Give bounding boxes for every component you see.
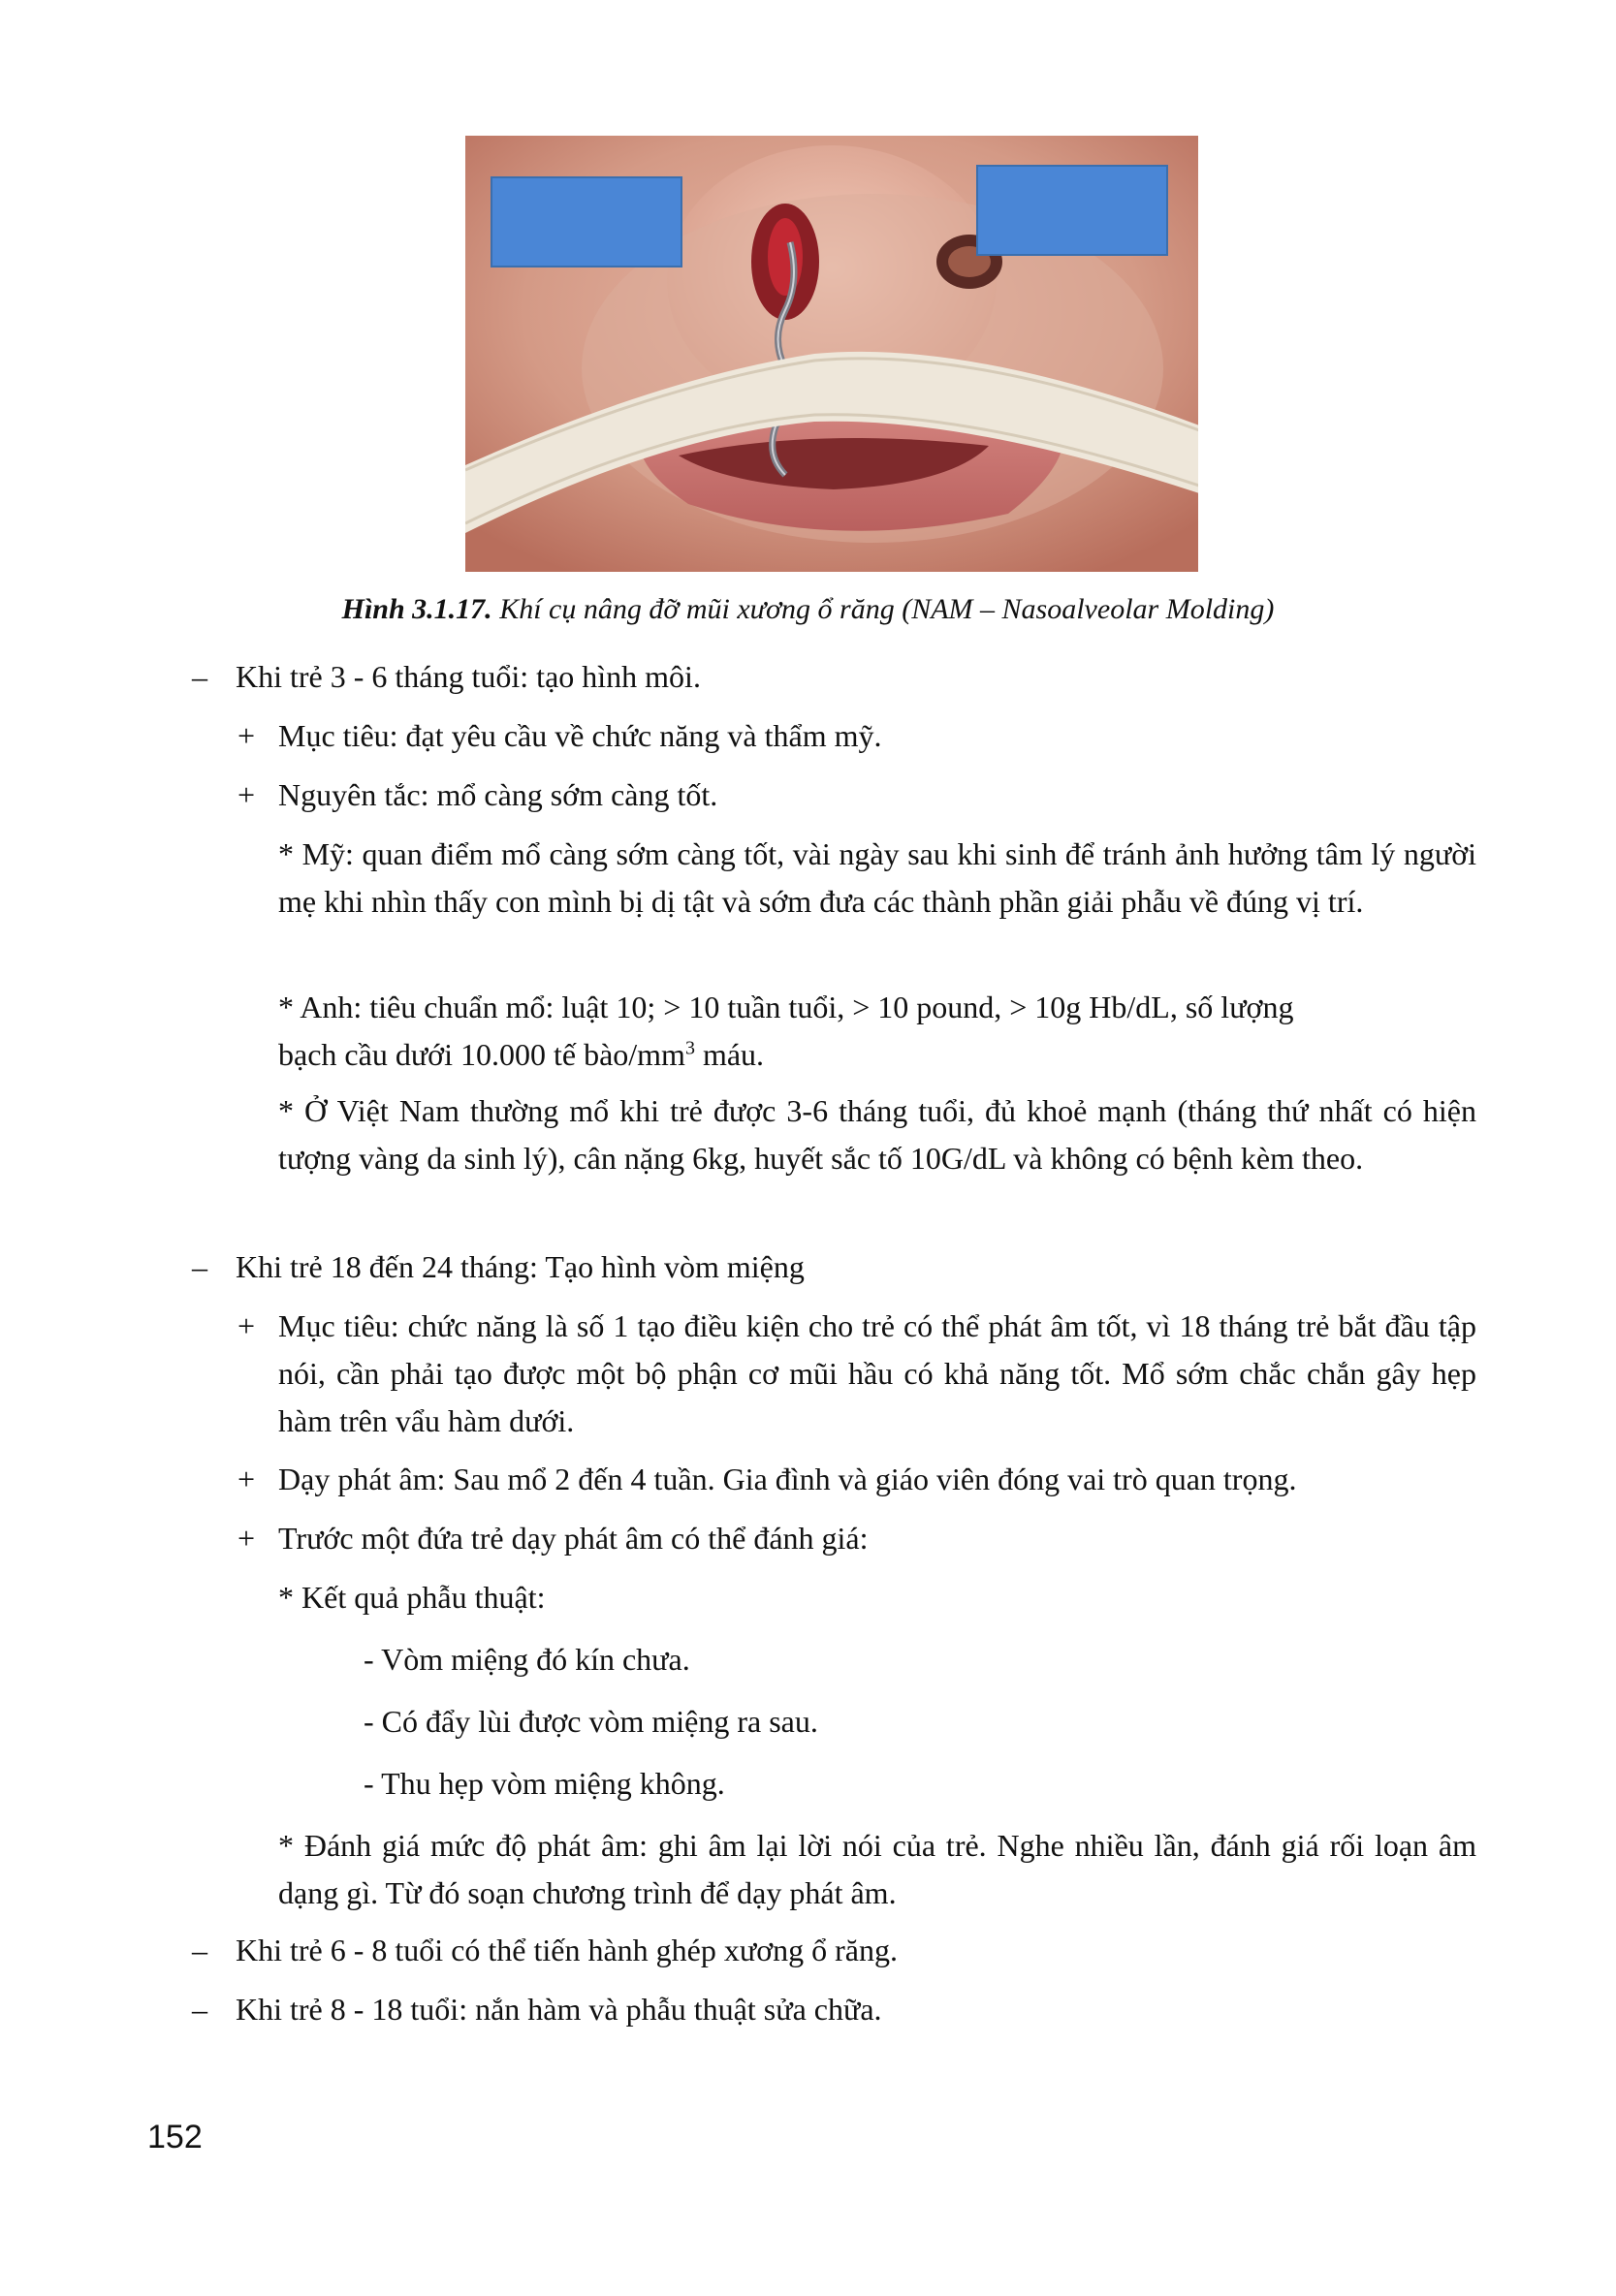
dash-marker: – — [192, 1249, 207, 1284]
figure-caption — [0, 593, 1616, 626]
section-2-heading: Khi trẻ 18 đến 24 tháng: Tạo hình vòm miệng — [236, 1249, 805, 1284]
superscript-3: 3 — [684, 1037, 695, 1059]
note-vietnam: * Ở Việt Nam thường mổ khi trẻ được 3-6 tháng tuổi, đủ khoẻ mạnh (tháng thứ nhất có hiện tượng vàng da sinh lý), cân nặng 6kg, huyết sắc tố 10G/dL và không có bệnh kèm theo. — [278, 1093, 1476, 1176]
section-2-teaching: Dạy phát âm: Sau mổ 2 đến 4 tuần. Gia đình và giáo viên đóng vai trò quan trọng. — [278, 1462, 1297, 1496]
privacy-mask-left — [491, 176, 682, 267]
privacy-mask-right — [976, 165, 1168, 256]
page-number: 152 — [147, 2119, 203, 2155]
section-2-before: Trước một đứa trẻ dạy phát âm có thể đánh giá: — [278, 1521, 869, 1556]
section-1-heading: Khi trẻ 3 - 6 tháng tuổi: tạo hình môi. — [236, 659, 701, 694]
figure-photo — [465, 136, 1198, 572]
section-4-heading: Khi trẻ 8 - 18 tuổi: nắn hàm và phẫu thuật sửa chữa. — [236, 1992, 882, 2027]
section-1-goal: Mục tiêu: đạt yêu cầu về chức năng và thẩm mỹ. — [278, 718, 882, 753]
note-uk-line-2 — [278, 1031, 764, 1079]
result-heading: * Kết quả phẫu thuật: — [278, 1580, 546, 1615]
section-3-heading: Khi trẻ 6 - 8 tuổi có thể tiến hành ghép xương ổ răng. — [236, 1933, 898, 1967]
plus-marker: + — [238, 1521, 256, 1556]
section-2-goal: Mục tiêu: chức năng là số 1 tạo điều kiện cho trẻ có thể phát âm tốt, vì 18 tháng trẻ bắt đầu tập nói, cần phải tạo được một bộ phận cơ mũi hầu có khả năng tốt. Mổ sớm chắc chắn gây hẹp hàm trên vẩu hàm dưới. — [278, 1308, 1476, 1438]
note-us: * Mỹ: quan điểm mổ càng sớm càng tốt, vài ngày sau khi sinh để tránh ảnh hưởng tâm lý người mẹ khi nhìn thấy con mình bị dị tật và sớm đưa các thành phần giải phẫu về đúng vị trí. — [278, 836, 1476, 919]
note-uk-line-1: * Anh: tiêu chuẩn mổ: luật 10; > 10 tuần tuổi, > 10 pound, > 10g Hb/dL, số lượng — [278, 990, 1294, 1024]
speech-assessment: * Đánh giá mức độ phát âm: ghi âm lại lời nói của trẻ. Nghe nhiều lần, đánh giá rối loạn âm dạng gì. Từ đó soạn chương trình để dạy phát âm. — [278, 1828, 1476, 1910]
dash-marker: – — [192, 1933, 207, 1967]
plus-marker: + — [238, 777, 256, 812]
result-item: - Có đẩy lùi được vòm miệng ra sau. — [364, 1704, 818, 1739]
plus-marker: + — [238, 1308, 256, 1343]
caption-text: Khí cụ nâng đỡ mũi xương ổ răng (NAM – Nasoalveolar Molding) — [491, 593, 1275, 625]
caption-number: Hình 3.1.17. — [341, 593, 492, 625]
note-uk-tail: máu. — [694, 1037, 765, 1072]
section-1-principle: Nguyên tắc: mổ càng sớm càng tốt. — [278, 777, 718, 812]
plus-marker: + — [238, 1462, 256, 1496]
plus-marker: + — [238, 718, 256, 753]
dash-marker: – — [192, 1992, 207, 2027]
dash-marker: – — [192, 659, 207, 694]
result-item: - Thu hẹp vòm miệng không. — [364, 1766, 725, 1801]
note-uk-text: bạch cầu dưới 10.000 tế bào/mm — [278, 1037, 685, 1072]
result-item: - Vòm miệng đó kín chưa. — [364, 1642, 690, 1677]
